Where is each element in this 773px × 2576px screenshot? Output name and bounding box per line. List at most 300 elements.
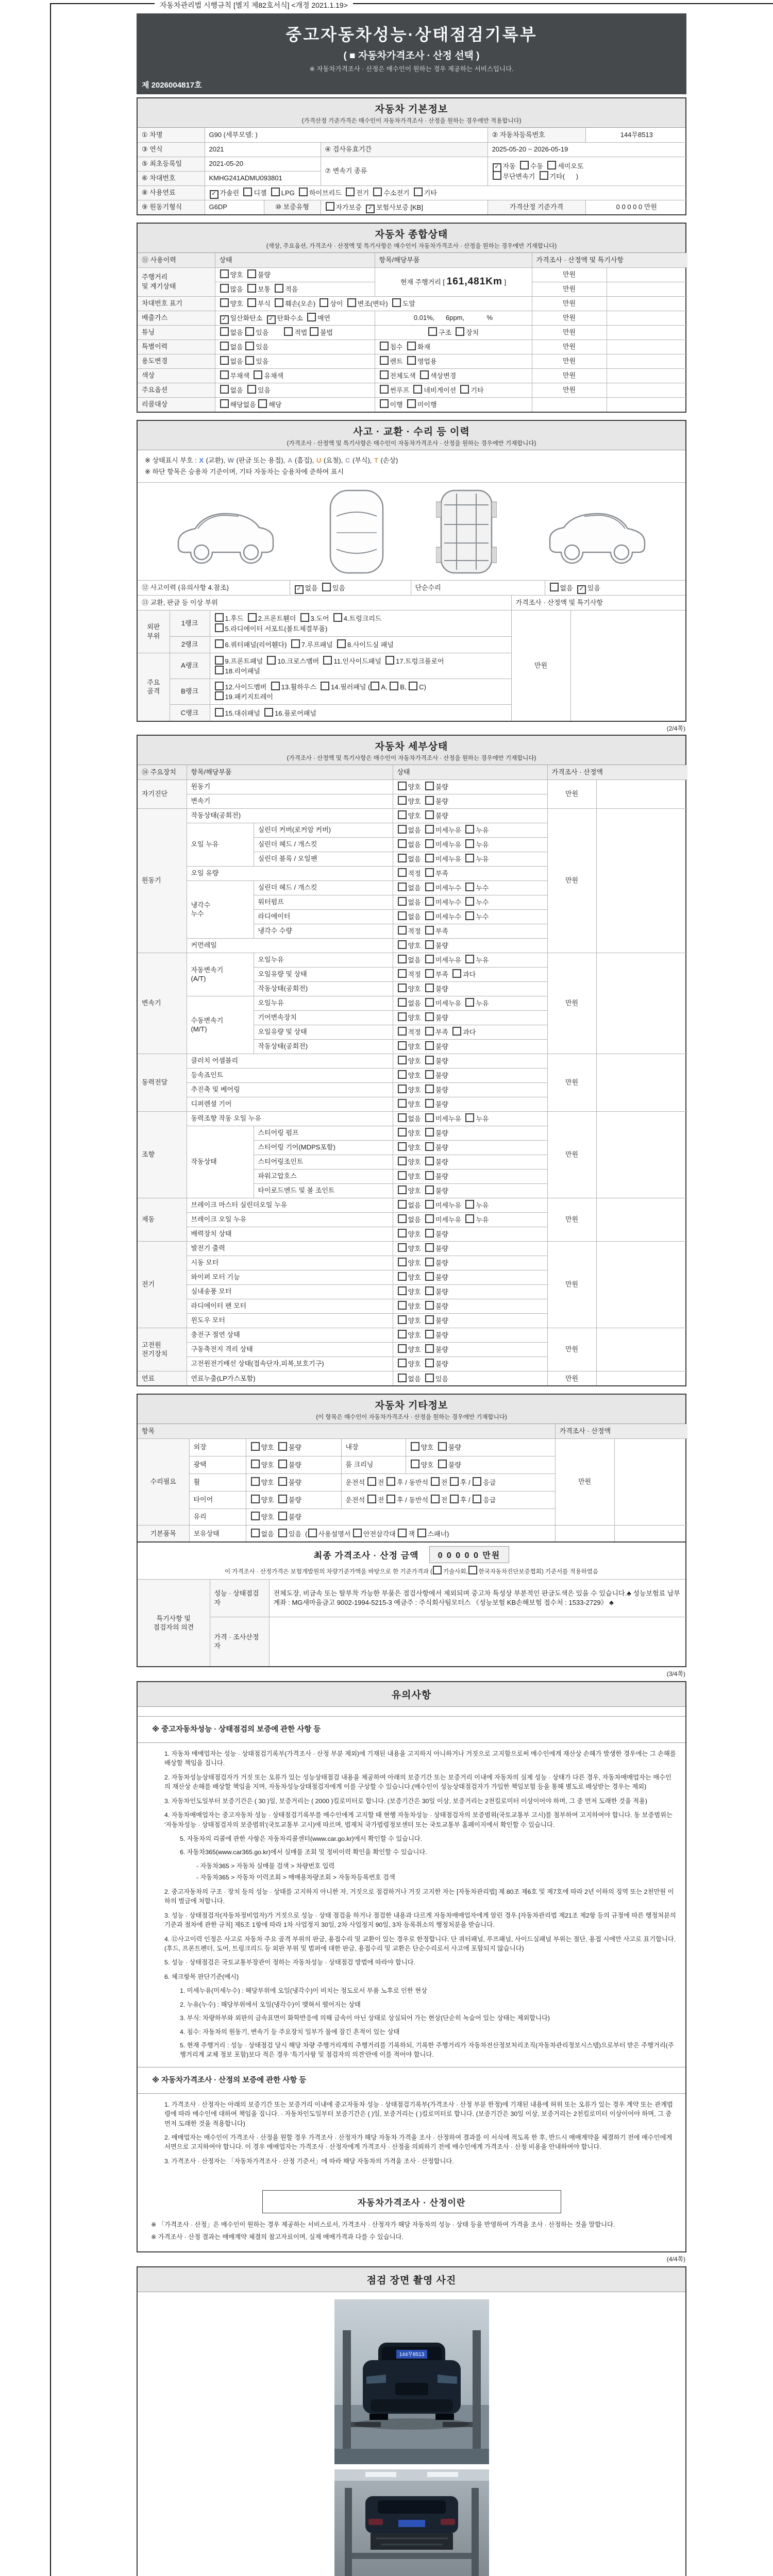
- checkbox-icon[interactable]: [220, 356, 229, 365]
- checkbox-icon[interactable]: [425, 1229, 434, 1238]
- checkbox-icon[interactable]: [425, 1128, 434, 1137]
- checkbox-icon[interactable]: [398, 1258, 407, 1266]
- checkbox-icon[interactable]: [428, 327, 437, 336]
- checkbox-icon[interactable]: [425, 1099, 434, 1108]
- checkbox-icon[interactable]: [460, 385, 469, 394]
- checkbox-icon[interactable]: [398, 1113, 407, 1122]
- checkbox-icon[interactable]: [320, 298, 328, 307]
- checkbox-icon[interactable]: [465, 955, 474, 963]
- cell: [596, 1241, 687, 1328]
- cell: 없음 있음 적법 불법: [215, 325, 375, 340]
- checkbox-icon[interactable]: [258, 399, 267, 408]
- checkbox-icon[interactable]: [215, 708, 224, 717]
- checkbox-icon[interactable]: [245, 356, 254, 365]
- checkbox-icon[interactable]: [251, 1477, 260, 1486]
- cell: [607, 325, 687, 340]
- checkbox-icon[interactable]: [425, 1359, 434, 1367]
- checkbox-icon[interactable]: [307, 313, 316, 321]
- checkbox-icon[interactable]: [425, 1084, 434, 1093]
- checkbox-icon[interactable]: [398, 1229, 407, 1238]
- checkbox-icon[interactable]: [425, 1041, 434, 1050]
- cell: [607, 354, 687, 368]
- checkbox-icon[interactable]: [220, 399, 229, 408]
- checkbox-icon[interactable]: [326, 202, 334, 211]
- price-appraisal-note-2: ※ 가격조사 · 산정 결과는 매매계약 체결의 참고자료이며, 실제 매매가격과 다를 수 있습니다.: [151, 2233, 404, 2241]
- checkbox-icon[interactable]: [425, 1258, 434, 1266]
- checkbox-icon[interactable]: [493, 171, 501, 180]
- cell: 만원: [532, 383, 607, 397]
- cell: 양호 불량: [393, 1241, 547, 1256]
- cell: [607, 296, 687, 311]
- cell: 가격조사 · 산정액 및 특기사항: [511, 596, 687, 610]
- checkbox-icon[interactable]: ✓: [220, 315, 229, 324]
- checkbox-icon[interactable]: [215, 666, 224, 674]
- checkbox-icon[interactable]: [398, 1056, 407, 1064]
- checkbox-icon[interactable]: [425, 1200, 434, 1209]
- checkbox-icon[interactable]: ✓: [577, 585, 586, 594]
- checkbox-icon[interactable]: [450, 1495, 459, 1503]
- checkbox-icon[interactable]: [398, 1243, 407, 1252]
- checkbox-icon[interactable]: [385, 656, 394, 665]
- cell: 전기: [138, 1241, 187, 1328]
- form-regulation-note: 자동차관리법 시행규칙 [별지 제82호서식] <개정 2021.1.19>: [155, 0, 353, 10]
- checkbox-icon[interactable]: [398, 1330, 407, 1338]
- checkbox-icon[interactable]: [425, 1243, 434, 1252]
- checkbox-icon[interactable]: [215, 691, 224, 700]
- checkbox-icon[interactable]: [353, 1529, 362, 1537]
- checkbox-icon[interactable]: [425, 1344, 434, 1353]
- checkbox-icon[interactable]: [465, 1113, 474, 1122]
- checkbox-icon[interactable]: [465, 883, 474, 891]
- cell: [607, 340, 687, 354]
- checkbox-icon[interactable]: [284, 327, 293, 336]
- odometer-value: 161,481Km: [446, 276, 502, 287]
- cell: 12.사이드멤버 13.휠하우스 14.필러패널 ( A, B, C) 19.패키지트레이: [210, 679, 511, 704]
- checkbox-icon[interactable]: [278, 1477, 287, 1486]
- checkbox-icon[interactable]: [425, 940, 434, 949]
- cell: 양호 불량: [246, 1491, 341, 1509]
- checkbox-icon[interactable]: [254, 370, 262, 379]
- checkbox-icon[interactable]: [425, 1272, 434, 1281]
- checkbox-icon[interactable]: [465, 1200, 474, 1209]
- checkbox-icon[interactable]: [380, 399, 389, 408]
- checkbox-icon[interactable]: [438, 1460, 447, 1468]
- checkbox-icon[interactable]: [547, 161, 556, 170]
- checkbox-icon[interactable]: ✓: [493, 163, 501, 172]
- checkbox-icon[interactable]: [321, 682, 329, 690]
- checkbox-icon[interactable]: [425, 825, 434, 834]
- checkbox-icon[interactable]: [411, 1460, 419, 1468]
- cell: 냉각수 누수: [187, 880, 254, 938]
- checkbox-icon[interactable]: [275, 284, 283, 293]
- checkbox-icon[interactable]: [520, 161, 529, 170]
- checkbox-icon[interactable]: [398, 1359, 407, 1367]
- checkbox-icon[interactable]: [465, 825, 474, 834]
- checkbox-icon[interactable]: [251, 1512, 260, 1520]
- section-header: [138, 1682, 685, 1707]
- checkbox-icon[interactable]: [425, 955, 434, 963]
- checkbox-icon[interactable]: [215, 639, 224, 648]
- checkbox-icon[interactable]: [425, 1070, 434, 1079]
- notice-paragraph: 3. 성능 · 상태점검자(자동차정비업자)가 거짓으로 성능 · 상태 점검을 하거나 점검한 내용과 다르게 자동차매매업자에게 알린 경우 [자동차관리법 제21조 제2항 등의 규정에 따른 행정처분의 기준과 절차에 관한 규칙] 제5조 1항에 따라 1차 사업정지 30일, 2차 사업정지 90일, 3차 등록취소의 행정처분을 받습니다.: [164, 1911, 676, 1929]
- checkbox-icon[interactable]: [425, 998, 434, 1007]
- checkbox-icon[interactable]: [251, 1442, 260, 1451]
- checkbox-icon[interactable]: [425, 796, 434, 805]
- checkbox-icon[interactable]: [425, 1374, 434, 1382]
- checkbox-icon[interactable]: [409, 682, 417, 690]
- checkbox-icon[interactable]: [398, 1529, 407, 1537]
- checkbox-icon[interactable]: [407, 399, 416, 408]
- checkbox-icon[interactable]: [215, 656, 224, 665]
- cell: 상태: [393, 765, 547, 779]
- cell: 오일누유: [254, 996, 393, 1010]
- checkbox-icon[interactable]: [425, 883, 434, 891]
- final-price-value: 0 0 0 0 0 만원: [429, 1546, 510, 1563]
- checkbox-icon[interactable]: [465, 998, 474, 1007]
- checkbox-icon[interactable]: [398, 998, 407, 1007]
- checkbox-icon[interactable]: [291, 639, 300, 648]
- checkbox-icon[interactable]: [398, 1142, 407, 1151]
- checkbox-icon[interactable]: [425, 984, 434, 992]
- checkbox-icon[interactable]: [220, 385, 229, 394]
- checkbox-icon[interactable]: [398, 897, 407, 906]
- cell: 작동상태(공회전): [254, 981, 393, 996]
- checkbox-icon[interactable]: [398, 1374, 407, 1382]
- checkbox-icon[interactable]: [243, 188, 252, 196]
- checkbox-icon[interactable]: [407, 342, 416, 350]
- cell: 실린더 헤드 / 개스킷: [254, 837, 393, 852]
- checkbox-icon[interactable]: [540, 171, 548, 180]
- checkbox-icon[interactable]: [398, 796, 407, 805]
- checkbox-icon[interactable]: [271, 682, 280, 690]
- checkbox-icon[interactable]: [425, 1301, 434, 1310]
- cell: 가격 · 조사산정 자: [210, 1617, 269, 1666]
- legend-code: A: [287, 456, 293, 464]
- cell: 해당없음 해당: [215, 397, 375, 412]
- cell: [596, 953, 687, 1054]
- checkbox-icon[interactable]: [264, 708, 273, 717]
- checkbox-icon[interactable]: [465, 839, 474, 848]
- notice-paragraph: 1. 미세누유(미세누수) : 해당부위에 오일(냉각수)이 비치는 정도로서 부품 노후로 인한 현상: [180, 1987, 427, 1995]
- checkbox-icon[interactable]: [425, 1056, 434, 1064]
- checkbox-icon[interactable]: [308, 1529, 317, 1537]
- checkbox-icon[interactable]: [398, 1286, 407, 1295]
- checkbox-icon[interactable]: [367, 1495, 376, 1503]
- checkbox-icon[interactable]: [425, 897, 434, 906]
- checkbox-icon[interactable]: [398, 839, 407, 848]
- notice-paragraph: 2. 중고자동차의 구조 · 장치 등의 성능 · 상태를 고지하지 아니한 자, 거짓으로 점검하거나 거짓 고지한 자는 [자동차관리법] 제 80조 제6호 및 제7호에 따라 2년 이하의 징역 또는 2천만원 이하의 벌금에 처합니다.: [164, 1888, 674, 1905]
- cell: A랭크: [170, 653, 210, 679]
- checkbox-icon[interactable]: [251, 1460, 260, 1468]
- checkbox-icon[interactable]: [215, 613, 224, 622]
- panel-rank-table: [138, 611, 687, 721]
- checkbox-icon[interactable]: [431, 1495, 440, 1503]
- cell: 특별이력: [138, 340, 215, 354]
- checkbox-icon[interactable]: [215, 682, 224, 690]
- cell: 1랭크: [170, 611, 210, 636]
- checkbox-icon[interactable]: [452, 969, 461, 978]
- cell: 양호 불량: [393, 1270, 547, 1284]
- section-note: (이 항목은 매수인이 자동차가격조사 · 산정을 원하는 경우에만 기재합니다): [316, 1414, 507, 1421]
- checkbox-icon[interactable]: [247, 269, 256, 278]
- cell: 등속죠인트: [187, 1068, 393, 1082]
- cell: 6.쿼터패널(리어휀다) 7.루프패널 8.사이드실 패널: [210, 636, 511, 653]
- checkbox-icon[interactable]: [425, 854, 434, 862]
- checkbox-icon[interactable]: [390, 682, 398, 690]
- cell: 침수 화재: [375, 340, 532, 354]
- checkbox-icon[interactable]: [386, 1495, 395, 1503]
- checkbox-icon[interactable]: [333, 613, 342, 622]
- checkbox-icon[interactable]: ✓: [295, 585, 304, 594]
- checkbox-icon[interactable]: [398, 1200, 407, 1209]
- cell: 만원: [547, 779, 596, 808]
- cell: 발전기 출력: [187, 1241, 393, 1256]
- checkbox-icon[interactable]: [425, 868, 434, 877]
- checkbox-icon[interactable]: [398, 1315, 407, 1324]
- checkbox-icon[interactable]: [220, 298, 229, 307]
- cell: ✓ 없음 있음: [290, 581, 411, 595]
- section-basic-info: [137, 97, 686, 215]
- checkbox-icon[interactable]: [347, 298, 356, 307]
- checkbox-icon[interactable]: [398, 1214, 407, 1223]
- checkbox-icon[interactable]: [392, 298, 401, 307]
- checkbox-icon[interactable]: [398, 1070, 407, 1079]
- cell: 양호 불량: [393, 1140, 547, 1155]
- cell: 없음 미세누유 누유: [393, 1198, 547, 1212]
- checkbox-icon[interactable]: [386, 1477, 395, 1486]
- checkbox-icon[interactable]: [300, 613, 309, 622]
- price-appraisal-note-1: ※ 「가격조사 · 산정」은 매수인이 원하는 경우 제공하는 서비스로서, 가격조사 · 산정자가 해당 자동차의 성능 · 상태 등을 반영하여 가격을 조사 · 산정하는 것을 말합니다.: [151, 2221, 615, 2229]
- checkbox-icon[interactable]: [425, 1113, 434, 1122]
- checkbox-icon[interactable]: [398, 1099, 407, 1108]
- checkbox-icon[interactable]: [425, 911, 434, 920]
- legend-code: C: [345, 456, 350, 464]
- checkbox-icon[interactable]: [398, 1272, 407, 1281]
- cell: 가격조사 · 산정액: [547, 765, 687, 779]
- checkbox-icon[interactable]: [310, 327, 318, 336]
- checkbox-icon[interactable]: [398, 782, 407, 790]
- checkbox-icon[interactable]: [425, 1330, 434, 1338]
- checkbox-icon[interactable]: [398, 868, 407, 877]
- checkbox-icon[interactable]: [398, 1041, 407, 1050]
- checkbox-icon[interactable]: [425, 1171, 434, 1180]
- checkbox-icon[interactable]: [398, 825, 407, 834]
- cell: 배출가스: [138, 311, 215, 325]
- cell: 만원: [532, 368, 607, 383]
- checkbox-icon[interactable]: [431, 1477, 440, 1486]
- cell: 없음 미세누유 누유: [393, 823, 547, 837]
- cell: 외판 부위: [138, 611, 170, 653]
- checkbox-icon[interactable]: [220, 370, 229, 379]
- checkbox-icon[interactable]: [398, 1084, 407, 1093]
- checkbox-icon[interactable]: [398, 926, 407, 935]
- checkbox-icon[interactable]: [425, 1286, 434, 1295]
- table-row: [138, 185, 687, 200]
- notice-paragraph: 6. 자동차365(www.car365.go.kr)에서 실매물 조회 및 정비이력 확인을 확인할 수 있습니다.: [180, 1849, 427, 1856]
- checkbox-icon[interactable]: [398, 1128, 407, 1137]
- checkbox-icon[interactable]: [398, 1157, 407, 1165]
- section-note: (가격조사 · 산정액 및 특기사항은 매수인이 자동차가격조사 · 산정을 원하는 경우에만 기재합니다): [287, 440, 536, 447]
- checkbox-icon[interactable]: [380, 385, 389, 394]
- cell: 양호 부식 훼손(오손) 상이 변조(변타) 도말: [215, 296, 532, 311]
- checkbox-icon[interactable]: [215, 623, 224, 632]
- checkbox-icon[interactable]: [220, 269, 229, 278]
- checkbox-icon[interactable]: [337, 639, 346, 648]
- checkbox-icon[interactable]: [251, 1495, 260, 1503]
- checkbox-icon[interactable]: [299, 188, 308, 196]
- checkbox-icon[interactable]: [248, 613, 257, 622]
- checkbox-icon[interactable]: [398, 940, 407, 949]
- cell: 2025-05-20 ~ 2026-05-19: [488, 142, 687, 157]
- checkbox-icon[interactable]: [465, 1214, 474, 1223]
- section-header: [138, 2267, 685, 2292]
- cell: 가격조사 · 산정액 및 특기사항: [532, 253, 687, 267]
- checkbox-icon[interactable]: [247, 298, 256, 307]
- checkbox-icon[interactable]: [468, 1566, 477, 1574]
- cell: 만원: [547, 1241, 596, 1328]
- checkbox-icon[interactable]: [398, 1171, 407, 1180]
- checkbox-icon[interactable]: [247, 284, 256, 293]
- checkbox-icon[interactable]: [438, 1442, 447, 1451]
- table-row: [138, 397, 687, 412]
- checkbox-icon[interactable]: [425, 839, 434, 848]
- section-title: 자동차 종합상태: [375, 229, 448, 240]
- checkbox-icon[interactable]: [398, 984, 407, 992]
- checkbox-icon[interactable]: [465, 897, 474, 906]
- checkbox-icon[interactable]: [398, 1344, 407, 1353]
- checkbox-icon[interactable]: [425, 1157, 434, 1165]
- checkbox-icon[interactable]: [278, 1512, 287, 1520]
- checkbox-icon[interactable]: [373, 188, 382, 196]
- cell: 색상: [138, 368, 215, 383]
- checkbox-icon[interactable]: [398, 854, 407, 862]
- checkbox-icon[interactable]: [323, 656, 332, 665]
- checkbox-icon[interactable]: [413, 385, 422, 394]
- checkbox-icon[interactable]: [398, 1301, 407, 1310]
- checkbox-icon[interactable]: [398, 883, 407, 891]
- checkbox-icon[interactable]: [425, 1142, 434, 1151]
- checkbox-icon[interactable]: [346, 188, 355, 196]
- checkbox-icon[interactable]: [398, 955, 407, 963]
- cell: 양호 불량: [246, 1456, 341, 1473]
- form-subtitle: ( ■ 자동차가격조사 · 산정 선택 ): [343, 50, 480, 61]
- checkbox-icon[interactable]: [425, 1214, 434, 1223]
- checkbox-icon[interactable]: [450, 1477, 459, 1486]
- checkbox-icon[interactable]: [398, 810, 407, 819]
- checkbox-icon[interactable]: [278, 1529, 287, 1537]
- cell: 실린더 블록 / 오일팬: [254, 852, 393, 866]
- basic-info-table: [138, 128, 687, 214]
- cell: 연료: [138, 1371, 187, 1385]
- checkbox-icon[interactable]: [414, 188, 423, 196]
- cell: 이행 미이행: [375, 397, 532, 412]
- checkbox-icon[interactable]: [420, 370, 429, 379]
- checkbox-icon[interactable]: [550, 583, 559, 591]
- cell: 양호 불량: [393, 981, 547, 996]
- cell: 휠: [189, 1473, 246, 1491]
- notice-paragraph: 5. 성능 · 상태점검은 국토교통부장관이 정하는 자동차성능 · 상태점검 방법에 따라야 합니다.: [164, 1959, 416, 1967]
- notice-paragraph: - 자동차365 > 자동차 이력조회 > 매매용차량조회 > 자동차등록번호 검색: [196, 1874, 395, 1882]
- checkbox-icon[interactable]: [367, 1477, 376, 1486]
- cell: 내장: [341, 1438, 406, 1456]
- cell: 리콜대상: [138, 397, 215, 412]
- checkbox-icon[interactable]: [425, 1185, 434, 1194]
- section-detailed-condition: [137, 735, 686, 1386]
- checkbox-icon[interactable]: [271, 188, 280, 196]
- checkbox-icon[interactable]: [473, 1477, 481, 1486]
- cell: 적정 부족 과다: [393, 1025, 547, 1039]
- doc-number: 제 2026004817호: [142, 81, 202, 90]
- cell: 없음 미세누수 누수: [393, 895, 547, 909]
- checkbox-icon[interactable]: [371, 682, 379, 690]
- checkbox-icon[interactable]: [425, 1315, 434, 1324]
- checkbox-icon[interactable]: [465, 854, 474, 862]
- checkbox-icon[interactable]: [456, 327, 464, 336]
- checkbox-icon[interactable]: [425, 1012, 434, 1021]
- cell: 구동축전지 격리 상태: [187, 1342, 393, 1357]
- checkbox-icon[interactable]: ✓: [267, 315, 276, 324]
- checkbox-icon[interactable]: [465, 911, 474, 920]
- checkbox-icon[interactable]: [278, 1460, 287, 1468]
- checkbox-icon[interactable]: [398, 1185, 407, 1194]
- checkbox-icon[interactable]: ✓: [210, 190, 219, 199]
- checkbox-icon[interactable]: [425, 926, 434, 935]
- checkbox-icon[interactable]: [398, 911, 407, 920]
- checkbox-icon[interactable]: [398, 1012, 407, 1021]
- checkbox-icon[interactable]: [425, 810, 434, 819]
- checkbox-icon[interactable]: [278, 1495, 287, 1503]
- checkbox-icon[interactable]: [275, 298, 283, 307]
- checkbox-icon[interactable]: [411, 1442, 419, 1451]
- checkbox-icon[interactable]: [220, 284, 229, 293]
- cell: 양호 불량: [393, 1082, 547, 1097]
- section-title: 자동차 기타정보: [375, 1400, 448, 1412]
- checkbox-icon[interactable]: [220, 327, 229, 336]
- checkbox-icon[interactable]: [473, 1495, 481, 1503]
- checkbox-icon[interactable]: [267, 656, 276, 665]
- checkbox-icon[interactable]: [245, 342, 254, 350]
- checkbox-icon[interactable]: [398, 969, 407, 978]
- checkbox-icon[interactable]: [417, 1529, 426, 1537]
- checkbox-icon[interactable]: [452, 1027, 461, 1036]
- cell: ✓ 가솔린 디젤 LPG 하이브리드 전기 수소전기 기타: [205, 185, 687, 200]
- checkbox-icon[interactable]: [425, 782, 434, 790]
- cell: ✓ 일산화탄소 ✓ 탄화수소 매연: [215, 311, 375, 325]
- section-title: 자동차 세부상태: [375, 741, 448, 753]
- checkbox-icon[interactable]: [245, 327, 254, 336]
- checkbox-icon[interactable]: [380, 370, 389, 379]
- cell: 썬루프 네비게이션 기타: [375, 383, 532, 397]
- checkbox-icon[interactable]: [220, 342, 229, 350]
- checkbox-icon[interactable]: [425, 1027, 434, 1036]
- checkbox-icon[interactable]: [433, 1566, 442, 1574]
- checkbox-icon[interactable]: [407, 356, 416, 365]
- checkbox-icon[interactable]: [278, 1442, 287, 1451]
- checkbox-icon[interactable]: [380, 342, 389, 350]
- checkbox-icon[interactable]: [251, 1529, 260, 1537]
- table-row: [138, 1438, 687, 1456]
- checkbox-icon[interactable]: [425, 969, 434, 978]
- cell: 동력조향 작동 오일 누유: [187, 1111, 393, 1126]
- checkbox-icon[interactable]: [322, 583, 331, 591]
- cell: [607, 397, 687, 412]
- checkbox-icon[interactable]: [247, 385, 256, 394]
- checkbox-icon[interactable]: ✓: [366, 205, 375, 213]
- checkbox-icon[interactable]: [380, 356, 389, 365]
- notice-paragraph: 6. 체크항목 판단기준(예시): [164, 1973, 239, 1980]
- checkbox-icon[interactable]: [398, 1027, 407, 1036]
- cell: KMHG241ADMU093801: [205, 171, 321, 185]
